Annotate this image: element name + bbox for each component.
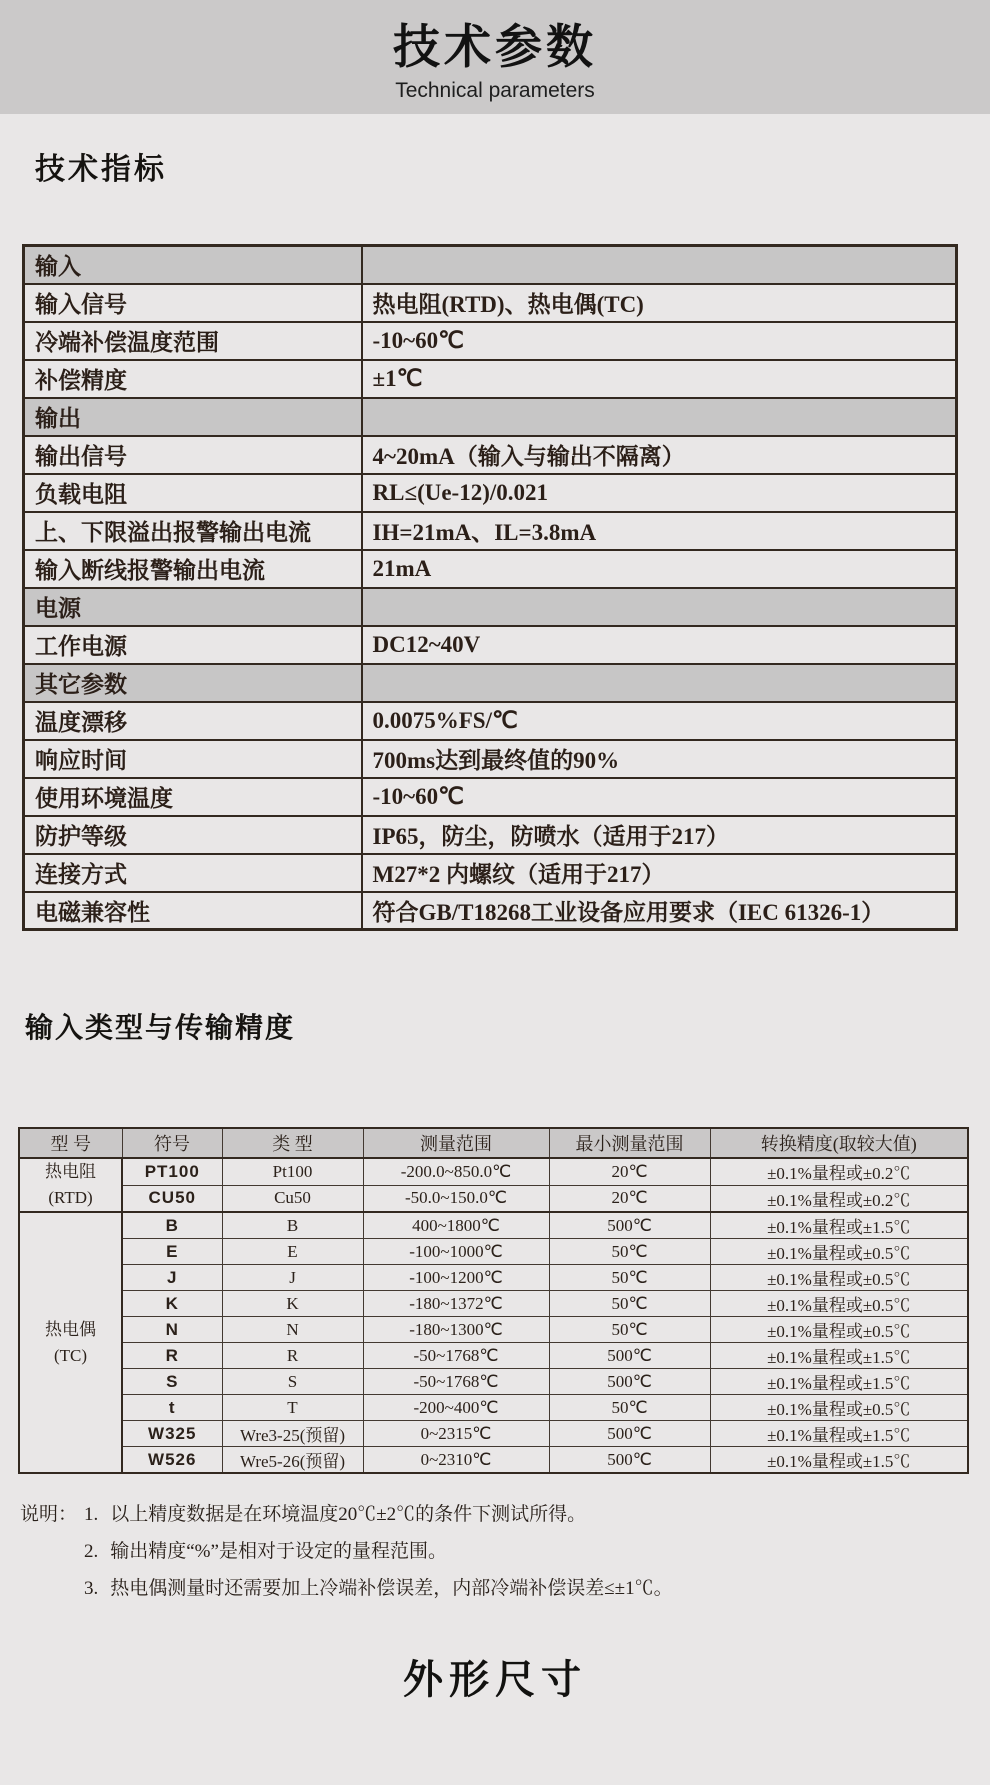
table-row — [24, 474, 957, 512]
spec-label: 输入 — [24, 246, 362, 284]
notes-label: 说明： — [20, 1504, 78, 1525]
table-row — [24, 550, 957, 588]
table-row — [24, 360, 957, 398]
spec-value: 4~20mA（输入与输出不隔离） — [362, 436, 957, 474]
min-range-cell: 500℃ — [549, 1212, 710, 1239]
table-row — [19, 1185, 968, 1212]
symbol-cell: E — [122, 1239, 222, 1265]
note-line — [20, 1496, 970, 1533]
spec-value — [362, 398, 957, 436]
table-row — [24, 702, 957, 740]
spec-label: 防护等级 — [24, 816, 362, 854]
spec-label: 温度漂移 — [24, 702, 362, 740]
symbol-cell: W325 — [122, 1421, 222, 1447]
notes-lines — [20, 1496, 970, 1607]
table-row — [24, 512, 957, 550]
spec-value: 热电阻(RTD)、热电偶(TC) — [362, 284, 957, 322]
min-range-cell: 50℃ — [549, 1265, 710, 1291]
spec-value: 700ms达到最终值的90% — [362, 740, 957, 778]
note-number: 1. — [84, 1504, 99, 1525]
model-cell — [19, 1212, 122, 1473]
model-name: 热电阻 — [45, 1162, 96, 1181]
accuracy-cell: ±0.1%量程或±0.2℃ — [710, 1158, 968, 1185]
table-row — [19, 1291, 968, 1317]
model-name: 热电偶 — [45, 1319, 96, 1339]
specs-table — [22, 244, 958, 931]
accuracy-cell: ±0.1%量程或±0.2℃ — [710, 1185, 968, 1212]
spec-value: 0.0075%FS/℃ — [362, 702, 957, 740]
spec-label: 输出 — [24, 398, 362, 436]
min-range-cell: 500℃ — [549, 1447, 710, 1474]
symbol-cell: J — [122, 1265, 222, 1291]
symbol-cell: CU50 — [122, 1185, 222, 1212]
spec-label: 上、下限溢出报警输出电流 — [24, 512, 362, 550]
min-range-cell: 500℃ — [549, 1369, 710, 1395]
accuracy-table — [18, 1127, 969, 1474]
range-cell: 0~2315℃ — [363, 1421, 549, 1447]
spec-label: 电源 — [24, 588, 362, 626]
column-header: 转换精度(取较大值) — [710, 1128, 968, 1158]
accuracy-cell: ±0.1%量程或±1.5℃ — [710, 1343, 968, 1369]
spec-label: 连接方式 — [24, 854, 362, 892]
spec-value: 符合GB/T18268工业设备应用要求（IEC 61326-1） — [362, 892, 957, 930]
spec-value — [362, 588, 957, 626]
note-text: 热电偶测量时还需要加上冷端补偿误差，内部冷端补偿误差≤±1℃。 — [110, 1578, 673, 1599]
spec-label: 使用环境温度 — [24, 778, 362, 816]
type-cell: E — [222, 1239, 363, 1265]
min-range-cell: 50℃ — [549, 1395, 710, 1421]
type-cell: Pt100 — [222, 1158, 363, 1185]
spec-value — [362, 246, 957, 284]
model-cell — [19, 1158, 122, 1212]
table-row — [24, 588, 957, 626]
type-cell: J — [222, 1265, 363, 1291]
spec-value: RL≤(Ue-12)/0.021 — [362, 474, 957, 512]
spec-value: IH=21mA、IL=3.8mA — [362, 512, 957, 550]
specs-section-heading: 技术指标 — [35, 153, 167, 186]
table-row — [24, 854, 957, 892]
min-range-cell: 50℃ — [549, 1317, 710, 1343]
table-row — [24, 246, 957, 284]
model-abbr: (TC) — [53, 1345, 88, 1365]
table-row — [19, 1158, 968, 1185]
spec-label: 响应时间 — [24, 740, 362, 778]
accuracy-cell: ±0.1%量程或±0.5℃ — [710, 1317, 968, 1343]
table-row — [19, 1343, 968, 1369]
column-header: 测量范围 — [363, 1128, 549, 1158]
table-row — [19, 1317, 968, 1343]
spec-value: DC12~40V — [362, 626, 957, 664]
table-row — [19, 1239, 968, 1265]
accuracy-cell: ±0.1%量程或±1.5℃ — [710, 1369, 968, 1395]
note-number: 3. — [84, 1578, 99, 1599]
range-cell: -180~1300℃ — [363, 1317, 549, 1343]
type-cell: N — [222, 1317, 363, 1343]
min-range-cell: 500℃ — [549, 1421, 710, 1447]
symbol-cell: K — [122, 1291, 222, 1317]
type-cell: K — [222, 1291, 363, 1317]
table-row — [19, 1395, 968, 1421]
spec-value — [362, 664, 957, 702]
range-cell: -50~1768℃ — [363, 1369, 549, 1395]
table-row — [19, 1421, 968, 1447]
spec-value: ±1℃ — [362, 360, 957, 398]
table-row — [24, 740, 957, 778]
note-line — [20, 1533, 970, 1570]
symbol-cell: PT100 — [122, 1158, 222, 1185]
min-range-cell: 500℃ — [549, 1343, 710, 1369]
min-range-cell: 50℃ — [549, 1239, 710, 1265]
column-header: 类 型 — [222, 1128, 363, 1158]
range-cell: -200~400℃ — [363, 1395, 549, 1421]
table-row — [24, 816, 957, 854]
accuracy-cell: ±0.1%量程或±1.5℃ — [710, 1447, 968, 1474]
notes-block — [20, 1496, 970, 1607]
accuracy-cell: ±0.1%量程或±0.5℃ — [710, 1239, 968, 1265]
range-cell: 0~2310℃ — [363, 1447, 549, 1474]
symbol-cell: W526 — [122, 1447, 222, 1474]
column-header: 最小测量范围 — [549, 1128, 710, 1158]
dimensions-section-heading: 外形尺寸 — [403, 1658, 587, 1702]
range-cell: -100~1000℃ — [363, 1239, 549, 1265]
input-types-section-heading: 输入类型与传输精度 — [25, 1012, 296, 1043]
symbol-cell: N — [122, 1317, 222, 1343]
table-row — [19, 1447, 968, 1474]
range-cell: 400~1800℃ — [363, 1212, 549, 1239]
symbol-cell: R — [122, 1343, 222, 1369]
spec-label: 电磁兼容性 — [24, 892, 362, 930]
table-row — [24, 322, 957, 360]
table-row — [24, 436, 957, 474]
type-cell: B — [222, 1212, 363, 1239]
range-cell: -50~1768℃ — [363, 1343, 549, 1369]
column-header: 型 号 — [19, 1128, 122, 1158]
table-row — [24, 892, 957, 930]
type-cell: S — [222, 1369, 363, 1395]
table-row — [24, 398, 957, 436]
type-cell: Cu50 — [222, 1185, 363, 1212]
note-text: 以上精度数据是在环境温度20℃±2℃的条件下测试所得。 — [110, 1504, 587, 1525]
page-title: 技术参数 — [393, 20, 597, 73]
type-cell: Wre3-25(预留) — [222, 1421, 363, 1447]
table-row — [19, 1212, 968, 1239]
model-abbr: (RTD) — [48, 1188, 93, 1207]
spec-label: 补偿精度 — [24, 360, 362, 398]
note-number: 2. — [84, 1541, 99, 1562]
page-subtitle: Technical parameters — [395, 79, 595, 102]
range-cell: -180~1372℃ — [363, 1291, 549, 1317]
spec-value: -10~60℃ — [362, 778, 957, 816]
accuracy-cell: ±0.1%量程或±0.5℃ — [710, 1265, 968, 1291]
range-cell: -50.0~150.0℃ — [363, 1185, 549, 1212]
table-row — [24, 284, 957, 322]
table-row — [24, 626, 957, 664]
note-line — [20, 1570, 970, 1607]
accuracy-cell: ±0.1%量程或±0.5℃ — [710, 1291, 968, 1317]
accuracy-table-body — [19, 1158, 968, 1473]
accuracy-cell: ±0.1%量程或±1.5℃ — [710, 1421, 968, 1447]
note-text: 输出精度“%”是相对于设定的量程范围。 — [110, 1541, 447, 1562]
accuracy-cell: ±0.1%量程或±0.5℃ — [710, 1395, 968, 1421]
accuracy-cell: ±0.1%量程或±1.5℃ — [710, 1212, 968, 1239]
range-cell: -100~1200℃ — [363, 1265, 549, 1291]
table-row — [19, 1265, 968, 1291]
type-cell: Wre5-26(预留) — [222, 1447, 363, 1474]
spec-label: 负载电阻 — [24, 474, 362, 512]
spec-value: IP65，防尘，防喷水（适用于217） — [362, 816, 957, 854]
table-row — [24, 664, 957, 702]
spec-label: 其它参数 — [24, 664, 362, 702]
column-header: 符号 — [122, 1128, 222, 1158]
spec-label: 工作电源 — [24, 626, 362, 664]
symbol-cell: B — [122, 1212, 222, 1239]
spec-value: M27*2 内螺纹（适用于217） — [362, 854, 957, 892]
type-cell: T — [222, 1395, 363, 1421]
table-row — [19, 1369, 968, 1395]
spec-label: 输入断线报警输出电流 — [24, 550, 362, 588]
min-range-cell: 20℃ — [549, 1158, 710, 1185]
specs-table-body — [24, 246, 957, 930]
spec-label: 输出信号 — [24, 436, 362, 474]
min-range-cell: 20℃ — [549, 1185, 710, 1212]
accuracy-table-header-row — [19, 1128, 968, 1158]
page-banner — [0, 0, 990, 114]
spec-label: 冷端补偿温度范围 — [24, 322, 362, 360]
type-cell: R — [222, 1343, 363, 1369]
range-cell: -200.0~850.0℃ — [363, 1158, 549, 1185]
table-row — [24, 778, 957, 816]
spec-value: 21mA — [362, 550, 957, 588]
symbol-cell: t — [122, 1395, 222, 1421]
spec-value: -10~60℃ — [362, 322, 957, 360]
spec-label: 输入信号 — [24, 284, 362, 322]
symbol-cell: S — [122, 1369, 222, 1395]
min-range-cell: 50℃ — [549, 1291, 710, 1317]
